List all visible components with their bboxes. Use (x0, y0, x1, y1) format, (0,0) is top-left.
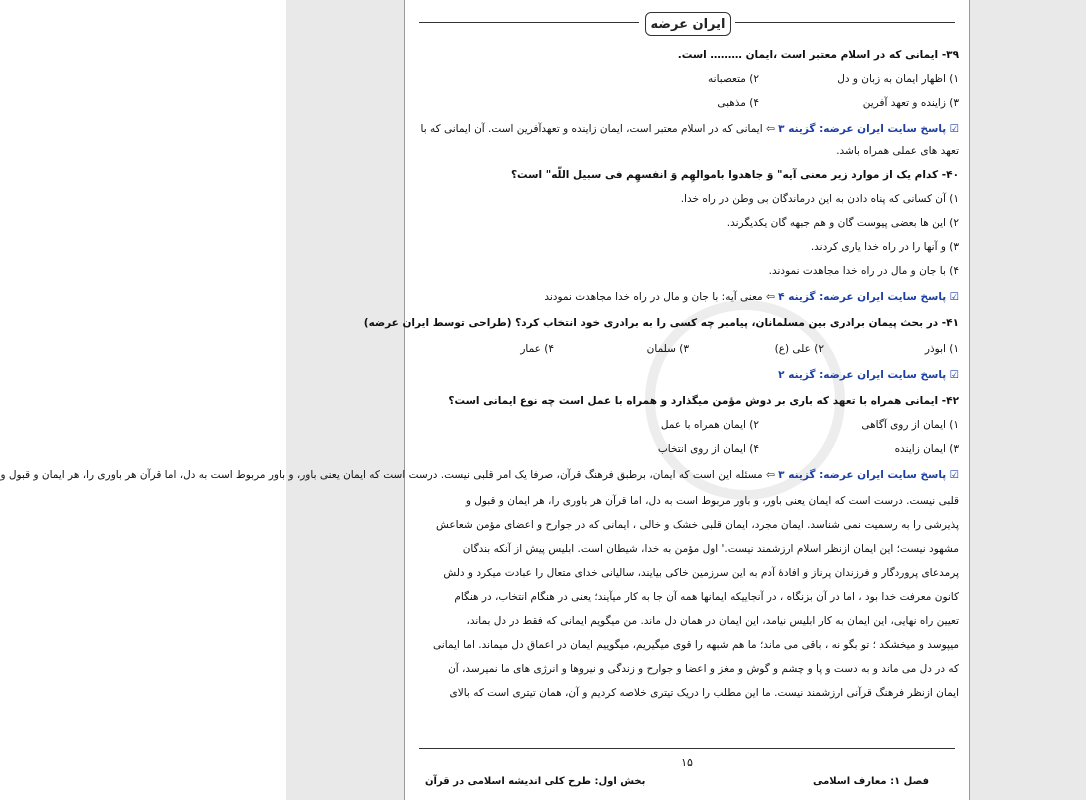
answer-label: پاسخ سایت ایران عرضه: گزینه ۳ (778, 469, 947, 481)
option: ۱) ابوذر (924, 343, 959, 355)
checkbox-icon: ☑ (949, 123, 959, 135)
question-41-options (415, 338, 959, 360)
question-40-title: ۴۰- کدام یک از موارد زیر معنی آیه" وَ جاهدوا باموالهِم وَ انفسهِم فی سبیل اللّه" است؟ (510, 169, 959, 181)
question-39-options-row2 (415, 92, 959, 114)
question-42-options-row1 (415, 414, 959, 436)
answer-label: پاسخ سایت ایران عرضه: گزینه ۲ (778, 369, 947, 381)
answer-39 (415, 118, 959, 140)
answer-40 (415, 286, 959, 308)
option: ۳) و آنها را در راه خدا یاری کردند. (810, 241, 959, 253)
option: ۱) اظهار ایمان به زبان و دل (837, 73, 959, 85)
answer-label: پاسخ سایت ایران عرضه: گزینه ۴ (778, 291, 947, 303)
answer-text: معنی آیه: با جان و مال در راه خدا مجاهدت نمودند (544, 291, 763, 303)
checkbox-icon: ☑ (949, 291, 959, 303)
option: ۱) آن کسانی که پناه دادن به این درماندگان بی وطن در راه خدا. (680, 193, 959, 205)
answer-39-cont: تعهد های عملی همراه باشد. (836, 145, 959, 157)
option: ۲) متعصبانه (708, 73, 759, 85)
answer-label: پاسخ سایت ایران عرضه: گزینه ۳ (778, 123, 947, 135)
footer-chapter: فصل ۱: معارف اسلامی (812, 776, 929, 787)
footer-rule (419, 748, 955, 749)
paragraph-line: مشهود نیست؛ این ایمان ازنظر اسلام ارزشمند نیست.' اول مؤمن به خدا، شیطان است. ابلیس پیش از آنکه بندگان (462, 543, 959, 555)
paragraph-line: کانون معرفت خدا بود ، اما در آن بزنگاه ، در آنجاییکه ایمانها همه آن جا به کار میآیند؛ یعنی در هنگام انتخاب، در هنگام (454, 591, 959, 603)
header-rule-right (735, 22, 955, 23)
paragraph-line: قلبی نیست. درست است که ایمان یعنی باور، و باور مربوط است به دل، اما قرآن هر باوری را، هر ایمان و قبول و (465, 495, 959, 507)
arrow-icon: ⇦ (765, 123, 775, 135)
site-logo: ایران عرضه (645, 12, 731, 36)
option: ۳) ایمان زاینده (894, 443, 959, 455)
answer-42 (0, 464, 959, 486)
question-42-options-row2 (415, 438, 959, 460)
option: ۲) علی (ع) (774, 343, 824, 355)
paragraph-line: که در دل می ماند و به دست و پا و چشم و گوش و مغز و اعضا و جوارح و زندگی و نیروها و انرژی های ما نمیرسد، آن (448, 663, 959, 675)
question-42-title: ۴۲- ایمانی همراه با تعهد که باری بر دوش مؤمن میگذارد و همراه با عمل است چه نوع ایمانی است؟ (448, 395, 959, 407)
paragraph-line: پذیرشی را به رسمیت نمی شناسد. ایمان مجرد، ایمان قلبی خشک و خالی ، ایمانی که در جوارح و اعضای مؤمن شعاعش (436, 519, 959, 531)
option: ۳) زاینده و تعهد آفرین (862, 97, 959, 109)
arrow-icon: ⇦ (765, 469, 775, 481)
answer-41 (415, 364, 959, 386)
header-rule-left (419, 22, 639, 23)
option: ۴) عمار (520, 343, 554, 355)
option: ۱) ایمان از روی آگاهی (861, 419, 959, 431)
option: ۲) ایمان همراه با عمل (660, 419, 759, 431)
arrow-icon: ⇦ (765, 291, 775, 303)
page-content (0, 44, 959, 740)
paragraph-line: میپوسد و میخشکد ؛ تو بگو نه ، باقی می ماند؛ ما هم شبهه را قوی میگیریم، میگوییم ایمان در اعماق دل میماند. اما ایمانی (433, 639, 959, 651)
paragraph-line: ایمان ازنظر فرهنگ قرآنی ارزشمند نیست. ما این مطلب را دریک تیتری خلاصه کردیم و آن، همان تیتری است که بالای (449, 687, 959, 699)
checkbox-icon: ☑ (949, 469, 959, 481)
footer-section: بخش اول: طرح کلی اندیشه اسلامی در قرآن (425, 776, 646, 787)
question-41-title: ۴۱- در بحث پیمان برادری بین مسلمانان، پیامبر چه کسی را به برادری خود انتخاب کرد؟ (طراحی توسط ایران عرضه) (363, 317, 959, 329)
answer-text: ایمانی که در اسلام معتبر است، ایمان زاینده و تعهدآفرین است. آن ایمانی که با (420, 123, 763, 135)
option: ۴) مذهبی (717, 97, 759, 109)
checkbox-icon: ☑ (949, 369, 959, 381)
paragraph-line: پرمدعای پروردگار و فرزندان پرناز و افادهٔ آدم به این سرزمین خاکی بیایند، سالیانی خدای متعال را عبادت میکرد و دلش (443, 567, 959, 579)
option: ۴) با جان و مال در راه خدا مجاهدت نمودند. (768, 265, 959, 277)
question-39-title: ۳۹- ایمانی که در اسلام معتبر است ،ایمان ……… است. (677, 49, 959, 61)
option: ۴) ایمان از روی انتخاب (657, 443, 759, 455)
question-39-options-row1 (415, 68, 959, 90)
option: ۳) سلمان (646, 343, 689, 355)
paragraph-line: تعیین راه نهایی، این ایمان به کار ابلیس نیامد، این ایمان در همان دل ماند. من میگویم ایمانی که فقط در دل بماند، (466, 615, 959, 627)
page-number: ۱۵ (681, 756, 693, 769)
option: ۲) این ها بعضی پیوست گان و هم جبهه گان یکدیگرند. (726, 217, 959, 229)
answer-text: مسئله این است که ایمان، برطبق فرهنگ قرآن، صرفا یک امر قلبی نیست. درست است که ایمان یعنی باور، و باور مربوط است به دل، اما قرآن هر باوری را، هر ایمان و قبول و (0, 469, 763, 481)
